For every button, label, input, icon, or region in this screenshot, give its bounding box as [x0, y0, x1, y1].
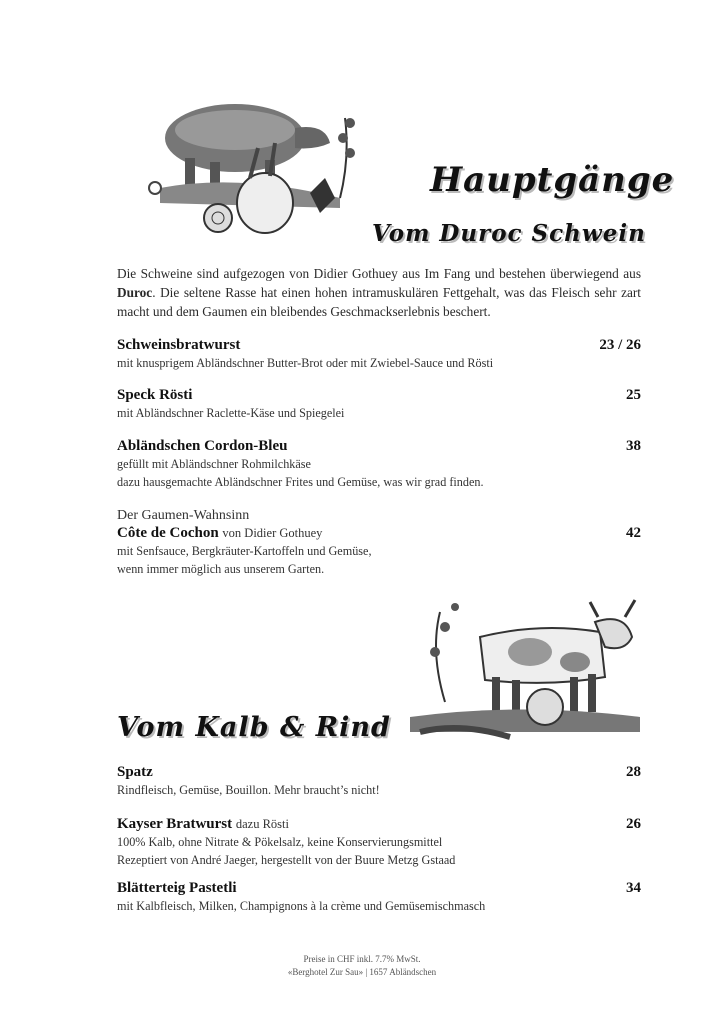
footer-vat-note: Preise in CHF inkl. 7.7% MwSt.	[303, 954, 421, 964]
section-title-pork: Vom Duroc Schwein	[372, 220, 646, 247]
price: 23 / 26	[599, 337, 641, 353]
cow-illustration	[400, 592, 645, 742]
footer	[0, 953, 724, 979]
price: 38	[626, 438, 641, 454]
menu-item: Blätterteig Pastetli 34 mit Kalbfleisch, Milken, Champignons à la crème und Gemüsemischmasch	[117, 880, 641, 913]
section-title-beef: Vom Kalb & Rind	[117, 712, 391, 743]
pig-illustration	[140, 88, 370, 243]
menu-item: Der Gaumen-Wahnsinn Côte de Cochon von Didier Gothuey 42 mit Senfsauce, Bergkräuter-Kartoffeln und Gemüse, wenn immer möglich aus unserem Garten.	[117, 508, 641, 576]
main-title: Hauptgänge	[430, 160, 675, 200]
price: 25	[626, 387, 641, 403]
price: 26	[626, 816, 641, 832]
menu-item: Kayser Bratwurst dazu Rösti 26 100% Kalb, ohne Nitrate & Pökelsalz, keine Konservierungsmittel Rezeptiert von André Jaeger, hergestellt von der Buure Metzg Gstaad	[117, 816, 641, 867]
price: 34	[626, 880, 641, 896]
price: 42	[626, 525, 641, 541]
menu-item: Speck Rösti 25 mit Abländschner Raclette-Käse und Spiegelei	[117, 387, 641, 420]
menu-item: Schweinsbratwurst 23 / 26 mit knusprigem Abländschner Butter-Brot oder mit Zwiebel-Sauce und Rösti	[117, 337, 641, 370]
footer-address: «Berghotel Zur Sau» | 1657 Abländschen	[287, 967, 437, 977]
menu-item: Spatz 28 Rindfleisch, Gemüse, Bouillon. Mehr braucht’s nicht!	[117, 764, 641, 797]
intro-text: Die Schweine sind aufgezogen von Didier Gothuey aus Im Fang und bestehen überwiegend aus Duroc. Die seltene Rasse hat einen hohen intramuskulären Fettgehalt, was das Fleisch sehr zart macht und dem Gaumen ein bleibendes Geschmackserlebnis beschert.	[117, 266, 641, 319]
menu-item: Abländschen Cordon-Bleu 38 gefüllt mit Abländschner Rohmilchkäse dazu hausgemachte Abländschner Frites und Gemüse, was wir grad finden.	[117, 438, 641, 489]
price: 28	[626, 764, 641, 780]
